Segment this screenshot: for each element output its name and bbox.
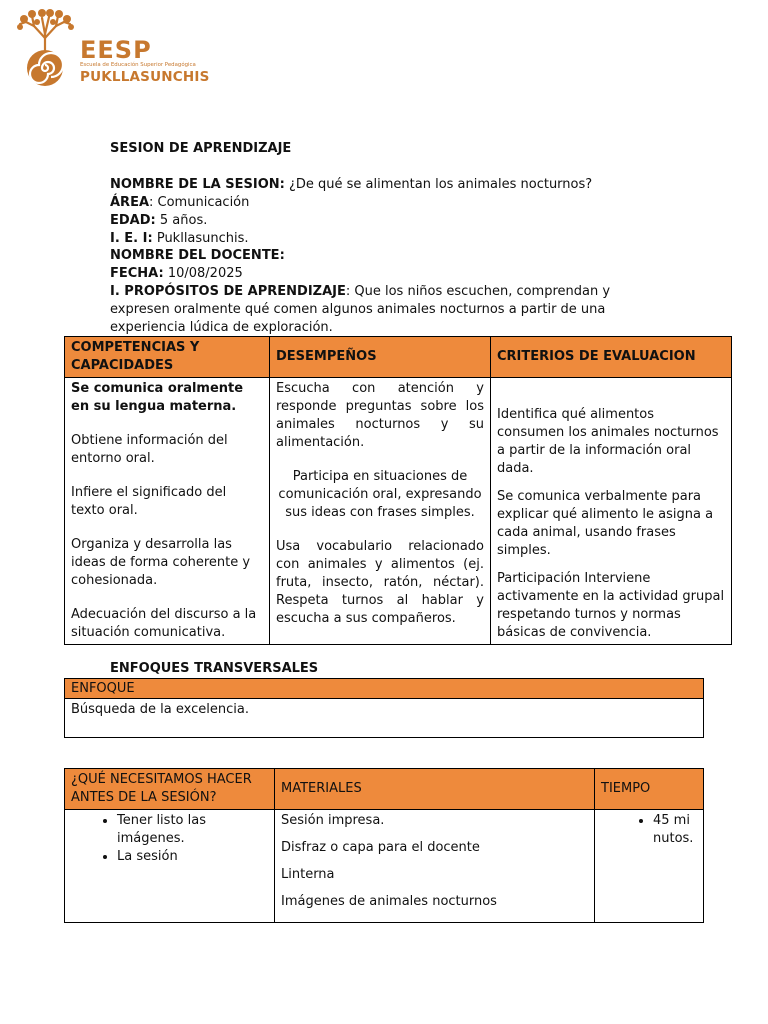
performance-item: Participa en situaciones de comunicación oral, expresando sus ideas con frases simples. — [278, 469, 482, 520]
area-label: ÁREA — [110, 195, 150, 210]
date-line — [110, 265, 670, 283]
capacity-item: Organiza y desarrolla las ideas de forma coherente y cohesionada. — [71, 537, 251, 588]
area-line — [110, 194, 670, 212]
logo-institution-name: PUKLLASUNCHIS — [80, 69, 210, 85]
header-materials: MATERIALES — [275, 769, 595, 810]
purpose-paragraph — [110, 283, 650, 337]
materials-table — [64, 768, 704, 923]
table-header-row — [65, 679, 704, 699]
age-value: 5 años. — [159, 213, 208, 228]
age-label: EDAD: — [110, 213, 156, 228]
iei-line — [110, 230, 670, 248]
purpose-value: : Que los niños escuchen, comprendan y expresen oralmente qué comen algunos animales nocturnos a partir de una experiencia lúdica de exploración. — [110, 284, 611, 335]
header-approach: ENFOQUE — [65, 679, 704, 699]
logo-subtitle: Escuela de Educación Superior Pedagógica — [80, 62, 196, 68]
before-session-cell — [65, 810, 275, 923]
tree-spiral-emblem-icon — [12, 8, 78, 88]
time-cell — [595, 810, 704, 923]
purpose-label: I. PROPÓSITOS DE APRENDIZAJE — [110, 284, 346, 299]
approach-value: Búsqueda de la excelencia. — [65, 699, 704, 738]
session-name-value: ¿De qué se alimentan los animales nocturnos? — [288, 177, 593, 192]
header-performances: DESEMPEÑOS — [270, 337, 491, 378]
teacher-label: NOMBRE DEL DOCENTE: — [110, 248, 285, 263]
criteria-item: Identifica qué alimentos consumen los animales nocturnos a partir de la información oral dada. — [497, 407, 719, 476]
age-line — [110, 212, 670, 230]
list-item: • Tener listo las imágenes. — [117, 812, 268, 848]
capacity-item: Obtiene información del entorno oral. — [71, 433, 228, 466]
header-time: TIEMPO — [595, 769, 704, 810]
performance-item: Escucha con atención y responde preguntas sobre los animales nocturnos y su alimentación. — [276, 381, 484, 450]
area-value: : Comunicación — [149, 195, 250, 210]
material-item: Disfraz o capa para el docente — [281, 840, 480, 855]
teacher-line — [110, 247, 670, 265]
table-header-row — [65, 769, 704, 810]
material-item: Linterna — [281, 867, 335, 882]
criteria-item: Se comunica verbalmente para explicar qué alimento le asigna a cada animal, usando frases simples. — [497, 489, 714, 558]
iei-value: Pukllasunchis. — [156, 231, 249, 246]
logo-acronym: EESP — [80, 36, 152, 64]
time-value: • 45 minutos. — [653, 812, 697, 848]
header-competencies: COMPETENCIAS Y CAPACIDADES — [65, 337, 270, 378]
header-criteria: CRITERIOS DE EVALUACION — [491, 337, 732, 378]
header-before-session: ¿QUÉ NECESITAMOS HACER ANTES DE LA SESIÓN? — [65, 769, 275, 810]
criteria-item: Participación Interviene activamente en la actividad grupal respetando turnos y normas básicas de convivencia. — [497, 571, 725, 640]
iei-label: I. E. I: — [110, 231, 153, 246]
materials-cell — [275, 810, 595, 923]
table-row — [65, 810, 704, 923]
material-item: Imágenes de animales nocturnos — [281, 894, 497, 909]
competencies-cell — [65, 378, 270, 645]
table-header-row — [65, 337, 732, 378]
list-item: • La sesión — [117, 848, 268, 866]
transversal-title: ENFOQUES TRANSVERSALES — [110, 661, 319, 676]
material-item: Sesión impresa. — [281, 813, 385, 828]
capacity-item: Adecuación del discurso a la situación comunicativa. — [71, 607, 257, 640]
performances-cell — [270, 378, 491, 645]
institution-logo — [12, 8, 210, 90]
capacity-item: Infiere el significado del texto oral. — [71, 485, 227, 518]
competencies-table — [64, 336, 732, 645]
competency-title: Se comunica oralmente en su lengua materna. — [71, 381, 244, 414]
table-row — [65, 378, 732, 645]
table-row — [65, 699, 704, 738]
date-value: 10/08/2025 — [167, 266, 243, 281]
transversal-table — [64, 678, 704, 738]
document-title: SESION DE APRENDIZAJE — [110, 141, 292, 156]
session-name-label: NOMBRE DE LA SESION: — [110, 177, 285, 192]
date-label: FECHA: — [110, 266, 164, 281]
session-name-line — [110, 176, 670, 194]
criteria-cell — [491, 378, 732, 645]
performance-item: Usa vocabulario relacionado con animales y alimentos (ej. fruta, insecto, ratón, néctar). Respeta turnos al hablar y escucha a sus compañeros. — [276, 539, 484, 626]
